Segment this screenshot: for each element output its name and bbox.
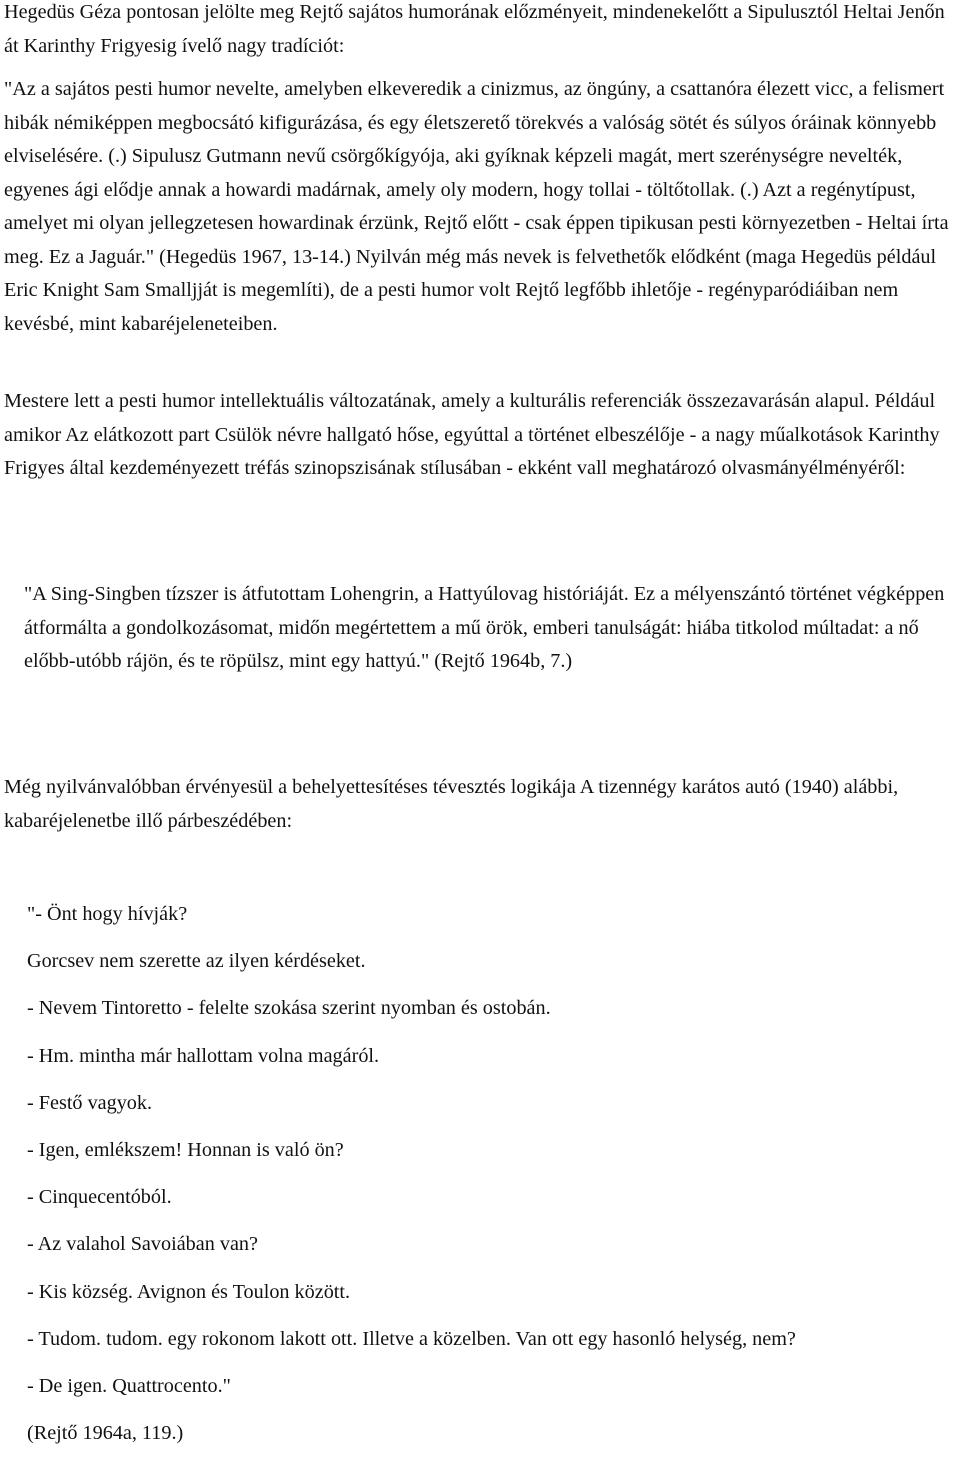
dialogue-line: - Kis község. Avignon és Toulon között. [27,1280,351,1303]
block-quote-lohengrin: "A Sing-Singben tízszer is átfutottam Lohengrin, a Hattyúlovag históriáját. Ez a mélyenszántó történet végképpen átformálta a gondolkozásomat, midőn megértettem a mű örök, emberi tanulságát: hiába titkolod múltadat: a nő előbb-utóbb rájön, és te röpülsz, mint egy hattyú." (Rejtő 1964b, 7.) [24,583,945,672]
dialogue-line: - Nevem Tintoretto - felelte szokása szerint nyomban és ostobán. [27,997,551,1020]
dialogue-line: Gorcsev nem szerette az ilyen kérdéseket. [27,950,366,973]
citation: (Rejtő 1964a, 119.) [27,1422,184,1445]
dialogue-line: - Az valahol Savoiában van? [27,1233,258,1256]
dialogue-line: - De igen. Quattrocento." [27,1374,231,1397]
dialogue-line: - Cinquecentóból. [27,1186,172,1209]
dialogue-line: "- Önt hogy hívják? [27,903,188,925]
paragraph-meg-nyilvanvalobban: Még nyilvánvalóbban érvényesül a behelyettesítéses tévesztés logikája A tizennégy karátos autó (1940) alábbi, kabaréjelenetbe illő párbeszédében: [4,776,899,832]
dialogue-block [27,898,947,1464]
paragraph-hegedus-quote: "Az a sajátos pesti humor nevelte, amelyben elkeveredik a cinizmus, az öngúny, a csattanóra élezett vicc, a felismert hibák némiképpen megbocsátó kifigurázása, és egy életszerető törekvés a valóság sötét és súlyos óráinak könnyebb elviselésére. (.) Sipulusz Gutmann nevű csörgőkígyója, aki gyíknak képzeli magát, mert szerénységre nevelték, egyenes ági elődje annak a howardi madárnak, amely oly modern, hogy tollai - töltőtollak. (.) Azt a regénytípust, amelyet mi olyan jellegzetesen howardinak érzünk, Rejtő előtt - csak éppen tipikusan pesti környezetben - Heltai írta meg. Ez a Jaguár." (Hegedüs 1967, 13-14.) Nyilván még más nevek is felvethetők elődként (maga Hegedüs például Eric Knight Sam Smalljját is megemlíti), de a pesti humor volt Rejtő legfőbb ihletője - regényparódiáiban nem kevésbé, mint kabaréjeleneteiben. [4,78,949,335]
paragraph-intro: Hegedüs Géza pontosan jelölte meg Rejtő sajátos humorának előzményeit, mindenekelőtt a Sipulusztól Heltai Jenőn át Karinthy Frigyesig ívelő nagy tradíciót: [4,1,945,57]
dialogue-line: - Festő vagyok. [27,1091,153,1114]
dialogue-line: - Igen, emlékszem! Honnan is való ön? [27,1138,344,1161]
paragraph-mestere: Mestere lett a pesti humor intellektuális változatának, amely a kulturális referenciák összezavarásán alapul. Például amikor Az elátkozott part Csülök névre hallgató hőse, egyúttal a történet elbeszélője - a nagy műalkotások Karinthy Frigyes által kezdeményezett tréfás szinopszisának stílusában - ekként vall meghatározó olvasmányélményéről: [4,390,940,479]
dialogue-line: - Hm. mintha már hallottam volna magáról. [27,1044,380,1067]
dialogue-line: - Tudom. tudom. egy rokonom lakott ott. Illetve a közelben. Van ott egy hasonló helység, nem? [27,1327,796,1350]
